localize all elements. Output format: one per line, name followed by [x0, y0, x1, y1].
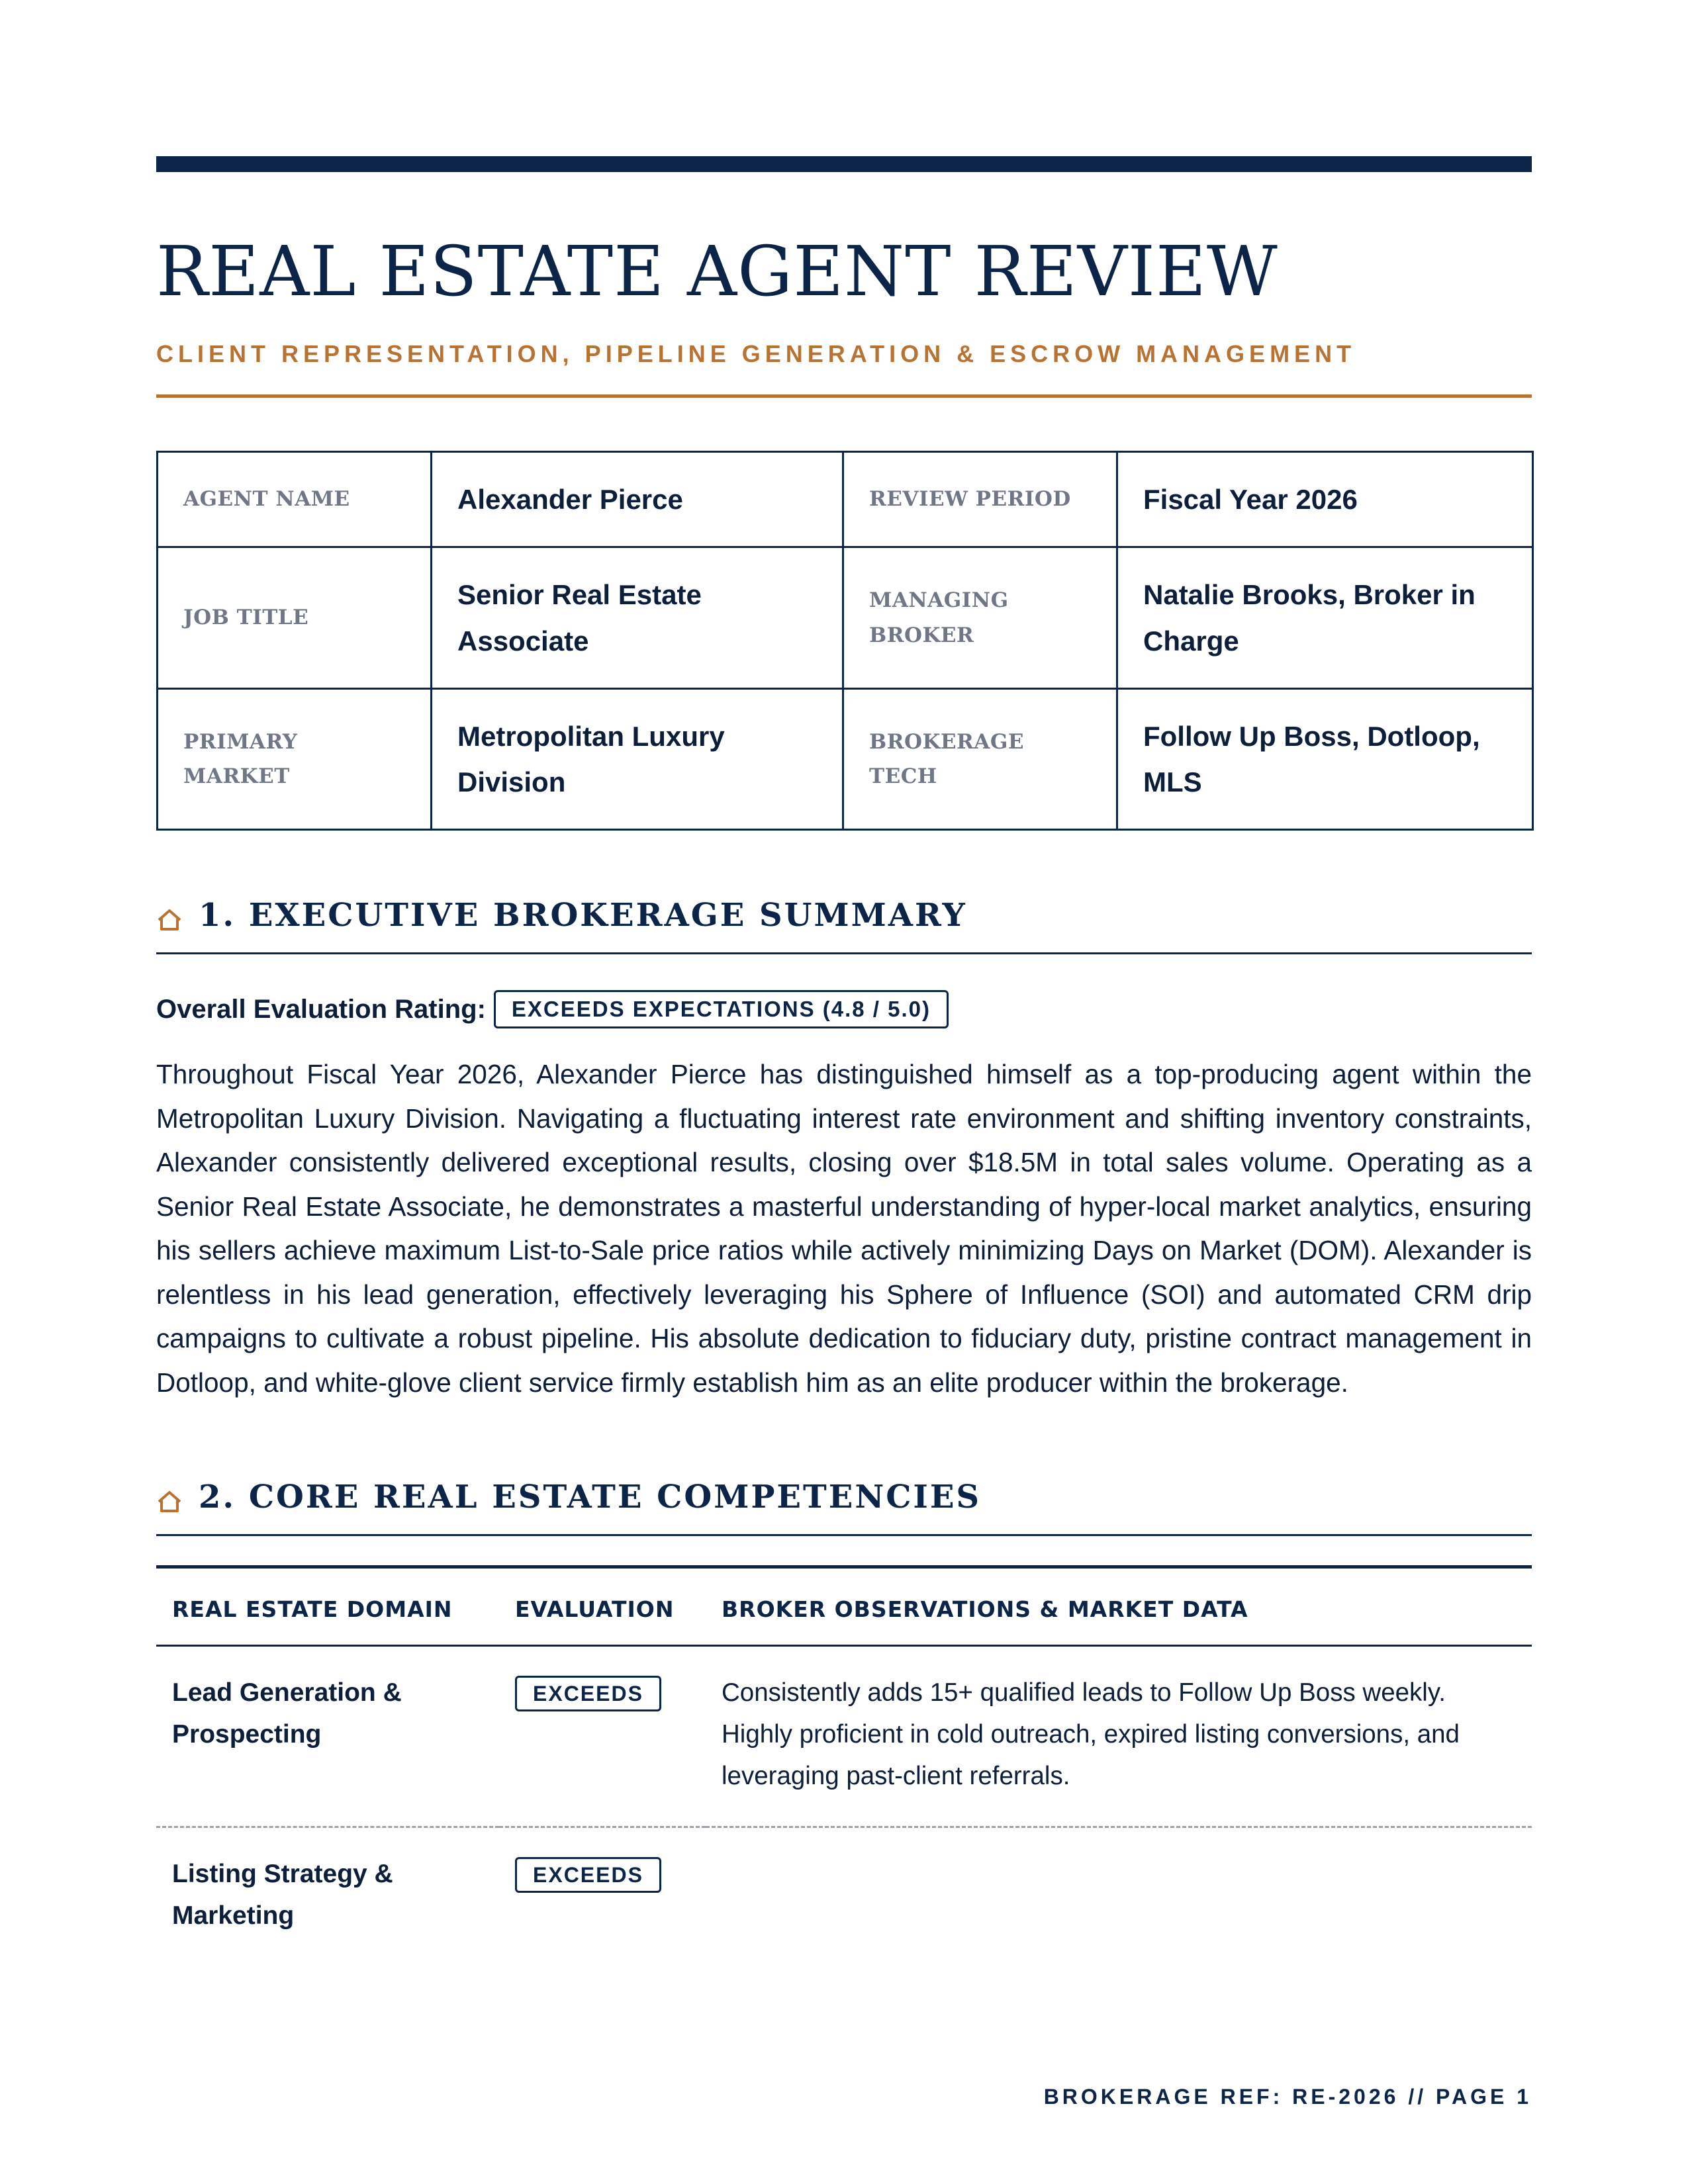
observation-cell: Consistently adds 15+ qualified leads to Follow Up Boss weekly. Highly proficient in cold outreach, expired listing conversions, and leveraging past-client referrals. [706, 1646, 1532, 1827]
brokerage-tech-label: BROKERAGE TECH [843, 688, 1117, 830]
page-title: REAL ESTATE AGENT REVIEW [156, 231, 1278, 312]
rating-badge: EXCEEDS EXPECTATIONS (4.8 / 5.0) [494, 990, 949, 1028]
section-2-title: 2. CORE REAL ESTATE COMPETENCIES [199, 1479, 982, 1516]
info-row [158, 688, 1533, 830]
job-title-value: Senior Real Estate Associate [432, 547, 843, 689]
observation-cell [706, 1827, 1532, 1966]
column-header-domain: REAL ESTATE DOMAIN [156, 1567, 499, 1646]
agent-name-label: AGENT NAME [158, 452, 432, 547]
review-period-value: Fiscal Year 2026 [1117, 452, 1533, 547]
agent-name-value: Alexander Pierce [432, 452, 843, 547]
table-row [156, 1646, 1532, 1827]
executive-summary: Throughout Fiscal Year 2026, Alexander Pierce has distinguished himself as a top-producing agent within the Metropolitan Luxury Division. Navigating a fluctuating interest rate environment and shifting inventory constraints, Alexander consistently delivered exceptional results, closing over $18.5M in total sales volume. Operating as a Senior Real Estate Associate, he demonstrates a masterful understanding of hyper-local market analytics, ensuring his sellers achieve maximum List-to-Sale price ratios while actively minimizing Days on Market (DOM). Alexander is relentless in his lead generation, effectively leveraging his Sphere of Influence (SOI) and automated CRM drip campaigns to cultivate a robust pipeline. His absolute dedication to fiduciary duty, pristine contract management in Dotloop, and white-glove client service firmly establish him as an elite producer within the brokerage. [156, 1059, 1532, 1398]
domain-cell: Listing Strategy & Marketing [172, 1860, 393, 1931]
primary-market-label: PRIMARY MARKET [158, 688, 432, 830]
evaluation-cell [499, 1827, 706, 1966]
column-header-evaluation: EVALUATION [499, 1567, 706, 1646]
evaluation-badge: EXCEEDS [515, 1676, 661, 1711]
section-1-title: 1. EXECUTIVE BROKERAGE SUMMARY [199, 897, 967, 934]
table-header-row [156, 1567, 1532, 1646]
review-period-label: REVIEW PERIOD [843, 452, 1117, 547]
section-2-heading [156, 1479, 1532, 1536]
section-1-heading [156, 897, 1532, 954]
agent-info-table [156, 451, 1534, 831]
review-page [156, 156, 1532, 2128]
house-icon [156, 1488, 183, 1515]
job-title-label: JOB TITLE [158, 547, 432, 689]
column-header-observations: BROKER OBSERVATIONS & MARKET DATA [706, 1567, 1532, 1646]
info-row [158, 547, 1533, 689]
top-bar [156, 156, 1532, 172]
competencies-table [156, 1565, 1532, 1966]
evaluation-cell [499, 1646, 706, 1827]
info-row [158, 452, 1533, 547]
accent-divider [156, 394, 1532, 398]
domain-cell: Lead Generation & Prospecting [156, 1646, 499, 1827]
overall-rating [156, 990, 1532, 1028]
brokerage-tech-value: Follow Up Boss, Dotloop, MLS [1117, 688, 1533, 830]
table-row [156, 1827, 1532, 1966]
managing-broker-label: MANAGING BROKER [843, 547, 1117, 689]
page-footer: BROKERAGE REF: RE-2026 // PAGE 1 [1043, 2085, 1532, 2109]
rating-label: Overall Evaluation Rating: [156, 994, 486, 1024]
managing-broker-value: Natalie Brooks, Broker in Charge [1117, 547, 1533, 689]
evaluation-badge: EXCEEDS [515, 1857, 661, 1893]
house-icon [156, 907, 183, 933]
page-subtitle: CLIENT REPRESENTATION, PIPELINE GENERATION & ESCROW MANAGEMENT [156, 340, 1356, 367]
primary-market-value: Metropolitan Luxury Division [432, 688, 843, 830]
